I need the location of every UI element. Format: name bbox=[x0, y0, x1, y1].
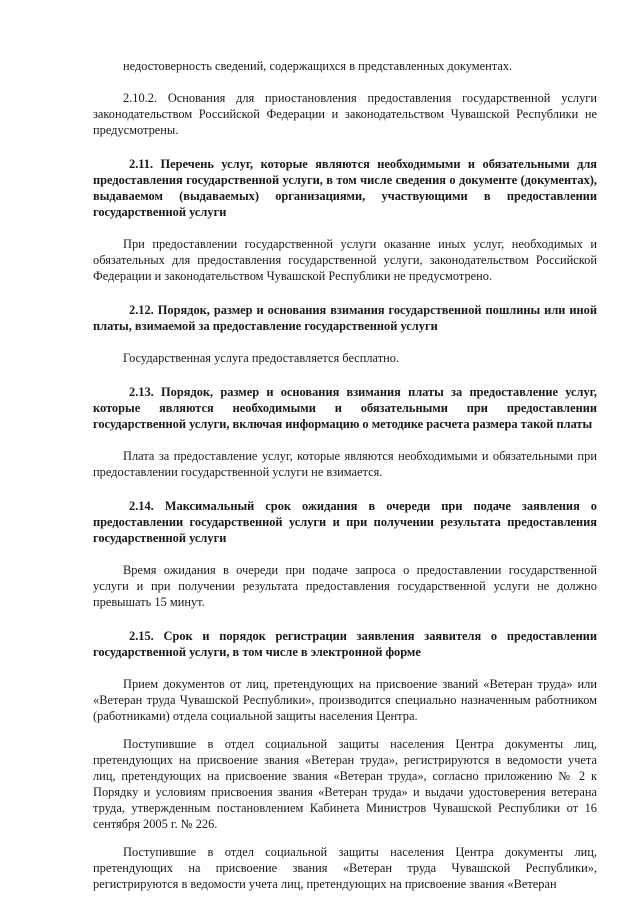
heading-2-12: 2.12. Порядок, размер и основания взимания государственной пошлины или иной платы, взимаемой за предоставление государственной услуги bbox=[93, 303, 597, 333]
paragraph-veteran-registration: Поступившие в отдел социальной защиты населения Центра документы лиц, претендующих на присвоение звания «Ветеран труда», регистрируются в ведомости учета лиц, претендующих на присвоение звания «Ветеран труда», согласно приложению № 2 к Порядку и условиям присвоения звания «Ветеран труда» и выдачи удостоверения ветерана труда, утвержденным постановлением Кабинета Министров Чувашской Республики от 16 сентября 2005 г. № 226. bbox=[93, 737, 597, 831]
paragraph-2-10-2: 2.10.2. Основания для приостановления предоставления государственной услуги законодательством Российской Федерации и законодательством Чувашской Республики не предусмотрены. bbox=[93, 91, 597, 137]
heading-2-14: 2.14. Максимальный срок ожидания в очереди при подаче заявления о предоставлении государственной услуги и при получении результата предоставления государственной услуги bbox=[93, 499, 597, 545]
heading-2-15: 2.15. Срок и порядок регистрации заявления заявителя о предоставлении государственной услуги, в том числе в электронной форме bbox=[93, 629, 597, 659]
paragraph-invalid-info: недостоверность сведений, содержащихся в представленных документах. bbox=[123, 59, 513, 73]
document-body bbox=[93, 58, 597, 892]
paragraph-wait-time: Время ожидания в очереди при подаче запроса о предоставлении государственной услуги и при получении результата предоставления государственной услуги не должно превышать 15 минут. bbox=[93, 563, 597, 609]
paragraph-reception: Прием документов от лиц, претендующих на присвоение званий «Ветеран труда» или «Ветеран труда Чувашской Республики», производится специально назначенным работником (работниками) отдела социальной защиты населения Центра. bbox=[93, 677, 597, 723]
paragraph-chuvash-veteran-registration: Поступившие в отдел социальной защиты населения Центра документы лиц, претендующих на присвоение звания «Ветеран труда Чувашской Республики», регистрируются в ведомости учета лиц, претендующих на присвоение звания «Ветеран bbox=[93, 845, 597, 891]
heading-2-13: 2.13. Порядок, размер и основания взимания платы за предоставление услуг, которые являются необходимыми и обязательными при предоставлении государственной услуги, включая информацию о методике расчета размера такой платы bbox=[93, 385, 597, 431]
paragraph-fee: Плата за предоставление услуг, которые являются необходимыми и обязательными при предоставлении государственной услуги не взимается. bbox=[93, 449, 597, 479]
heading-2-11: 2.11. Перечень услуг, которые являются необходимыми и обязательными для предоставления государственной услуги, в том числе сведения о документе (документах), выдаваемом (выдаваемых) организациями, участвующими в предоставлении государственной услуги bbox=[93, 157, 597, 219]
paragraph-free-service: Государственная услуга предоставляется бесплатно. bbox=[123, 351, 400, 365]
paragraph-other-services: При предоставлении государственной услуги оказание иных услуг, необходимых и обязательных для предоставления государственной услуги, законодательством Российской Федерации и законодательством Чувашской Республики не предусмотрено. bbox=[93, 237, 597, 283]
